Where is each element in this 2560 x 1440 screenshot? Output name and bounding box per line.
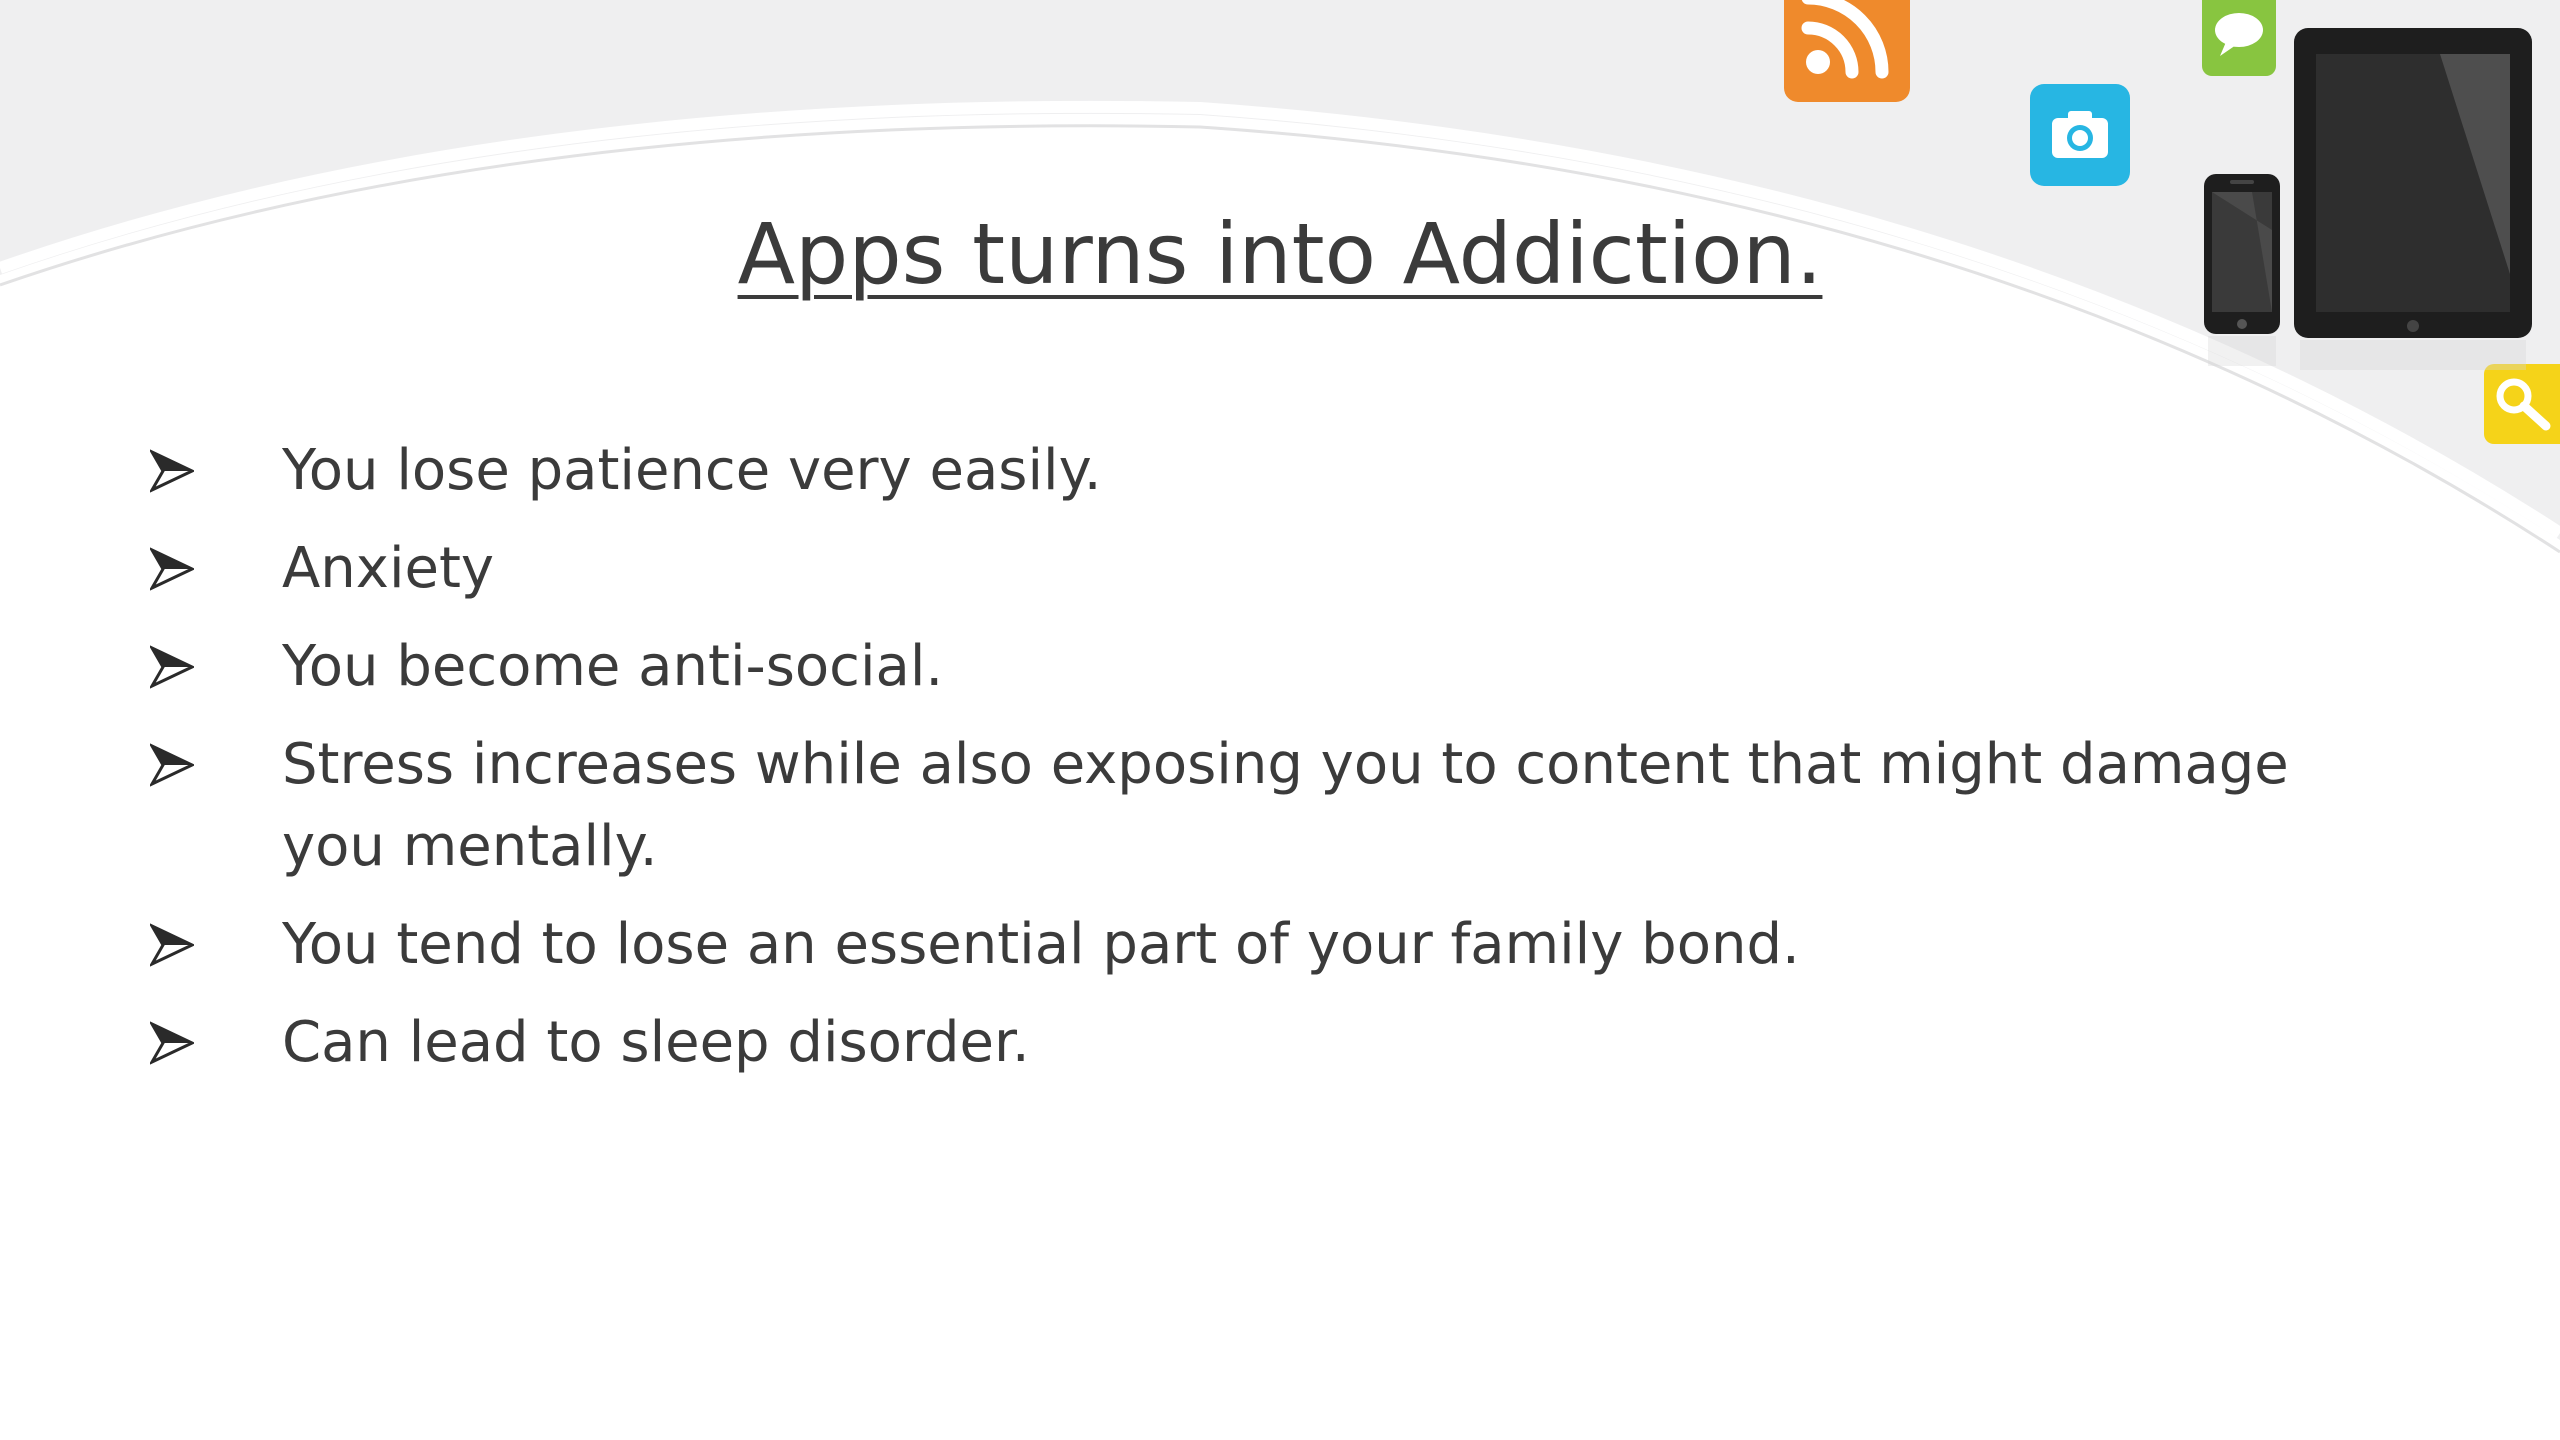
list-item — [150, 528, 2350, 610]
list-item — [150, 430, 2350, 512]
arrow-bullet-icon — [150, 626, 282, 708]
bullet-text: Anxiety — [282, 536, 495, 601]
arrow-bullet-icon — [150, 1002, 282, 1084]
search-icon — [2484, 364, 2560, 444]
list-item — [150, 626, 2350, 708]
slide-title: Apps turns into Addiction. — [737, 205, 1823, 303]
rss-icon — [1784, 0, 1910, 102]
chat-bubble-icon — [2202, 0, 2276, 76]
bullet-text: Stress increases while also exposing you to content that might damage you mentally. — [282, 732, 2289, 879]
bullet-text: You become anti-social. — [282, 634, 944, 699]
list-item — [150, 904, 2350, 986]
bullet-list — [150, 430, 2350, 1100]
list-item — [150, 1002, 2350, 1084]
list-item — [150, 724, 2350, 888]
camera-icon — [2030, 84, 2130, 186]
arrow-bullet-icon — [150, 430, 282, 512]
bullet-text: You tend to lose an essential part of your family bond. — [282, 912, 1800, 977]
bullet-text: You lose patience very easily. — [282, 438, 1102, 503]
arrow-bullet-icon — [150, 904, 282, 986]
arrow-bullet-icon — [150, 724, 282, 806]
bullet-text: Can lead to sleep disorder. — [282, 1010, 1030, 1075]
arrow-bullet-icon — [150, 528, 282, 610]
